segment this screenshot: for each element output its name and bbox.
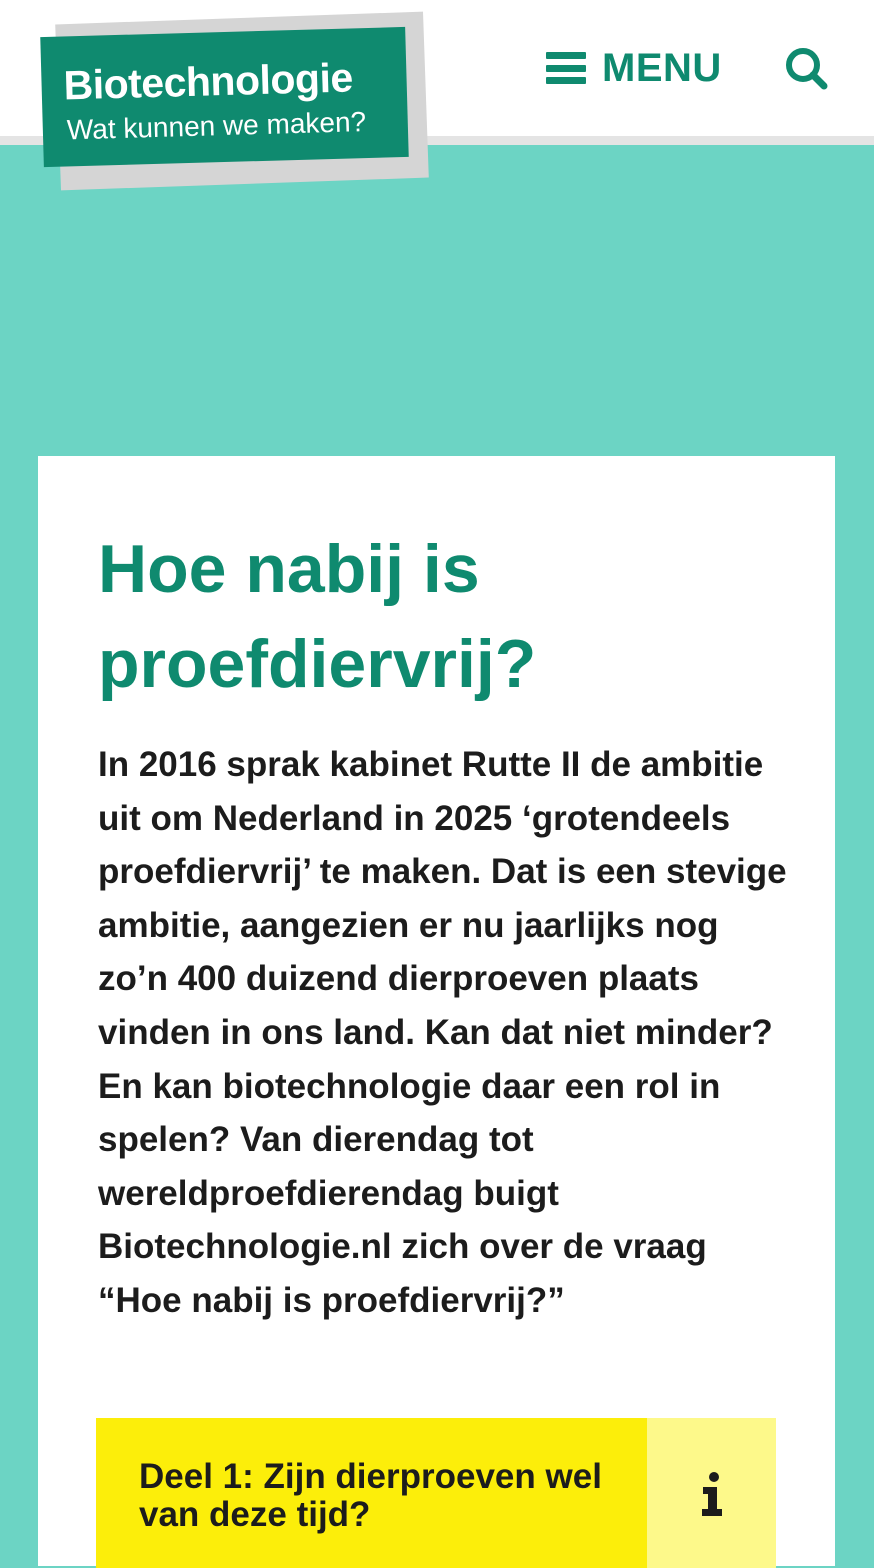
info-icon xyxy=(698,1472,726,1516)
logo-title: Biotechnologie xyxy=(62,54,354,109)
search-button[interactable] xyxy=(784,46,830,92)
site-logo[interactable] xyxy=(40,27,408,167)
site-header xyxy=(0,0,874,145)
menu-label: MENU xyxy=(602,45,722,90)
chapter-info-button[interactable] xyxy=(647,1418,776,1568)
hamburger-icon xyxy=(546,52,586,84)
page-title: Hoe nabij is proefdiervrij? xyxy=(98,531,537,702)
search-icon xyxy=(784,46,830,92)
article-card xyxy=(38,456,835,1566)
chapter-item[interactable] xyxy=(96,1418,776,1568)
logo-subtitle: Wat kunnen we maken? xyxy=(66,106,367,146)
menu-button[interactable] xyxy=(546,46,722,90)
article-intro: In 2016 sprak kabinet Rutte II de ambitie uit om Nederland in 2025 ‘grotendeels proefdiervrij’ te maken. Dat is een stevige ambitie, aangezien er nu jaarlijks nog zo’n 400 duizend dierproeven plaats vinden in ons land. Kan dat niet minder? En kan biotechnologie daar een rol in spelen? Van dierendag tot wereldproefdierendag buigt Biotechnologie.nl zich over de vraag “Hoe nabij is proefdiervrij?” xyxy=(98,745,787,1320)
chapter-label[interactable]: Deel 1: Zijn dierproeven wel van deze tijd? xyxy=(96,1418,647,1568)
